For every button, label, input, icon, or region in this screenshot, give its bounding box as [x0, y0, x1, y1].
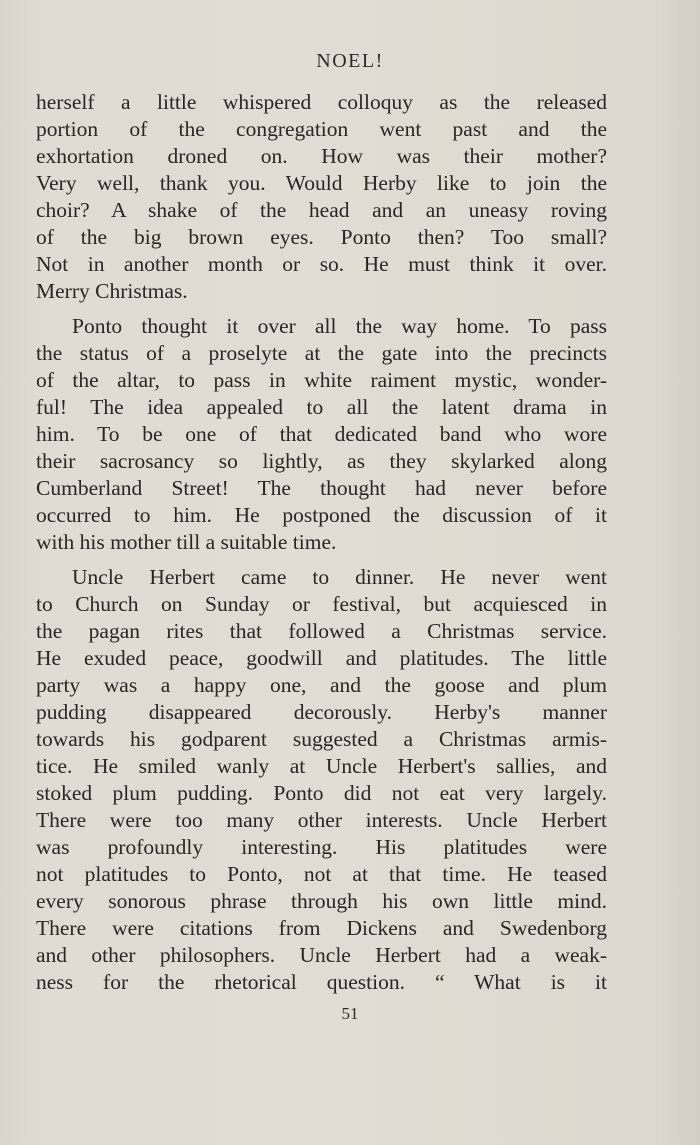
- text-line: ness for the rhetorical question. “ What is it: [36, 970, 607, 994]
- text-line: towards his godparent suggested a Christmas armis-: [36, 727, 607, 751]
- body-text: [36, 89, 607, 1004]
- text-line: their sacrosancy so lightly, as they skylarked along: [36, 449, 607, 473]
- text-line: Cumberland Street! The thought had never before: [36, 476, 607, 500]
- text-line: He exuded peace, goodwill and platitudes. The little: [36, 646, 607, 670]
- text-line: Merry Christmas.: [36, 279, 188, 303]
- text-line: portion of the congregation went past and the: [36, 117, 607, 141]
- text-line: Uncle Herbert came to dinner. He never went: [72, 565, 607, 589]
- text-line: occurred to him. He postponed the discussion of it: [36, 503, 607, 527]
- running-head: NOEL!: [316, 50, 384, 72]
- page-number: 51: [341, 1004, 359, 1023]
- text-line: Ponto thought it over all the way home. To pass: [72, 314, 607, 338]
- text-line: There were citations from Dickens and Swedenborg: [36, 916, 607, 940]
- text-line: to Church on Sunday or festival, but acquiesced in: [36, 592, 607, 616]
- text-line: choir? A shake of the head and an uneasy roving: [36, 198, 607, 222]
- text-line: and other philosophers. Uncle Herbert had a weak-: [36, 943, 607, 967]
- text-line: the pagan rites that followed a Christmas service.: [36, 619, 607, 643]
- text-line: the status of a proselyte at the gate into the precincts: [36, 341, 607, 365]
- text-line: Very well, thank you. Would Herby like to join the: [36, 171, 607, 195]
- text-line: not platitudes to Ponto, not at that time. He teased: [36, 862, 607, 886]
- text-line: ful! The idea appealed to all the latent drama in: [36, 395, 607, 419]
- text-line: pudding disappeared decorously. Herby's manner: [36, 700, 607, 724]
- text-line: party was a happy one, and the goose and plum: [36, 673, 607, 697]
- text-line: herself a little whispered colloquy as the released: [36, 90, 607, 114]
- text-line: was profoundly interesting. His platitudes were: [36, 835, 607, 859]
- text-line: every sonorous phrase through his own little mind.: [36, 889, 607, 913]
- paragraph-2: [36, 313, 607, 556]
- text-line: stoked plum pudding. Ponto did not eat very largely.: [36, 781, 607, 805]
- text-line: There were too many other interests. Uncle Herbert: [36, 808, 607, 832]
- text-line: Not in another month or so. He must think it over.: [36, 252, 607, 276]
- text-line: exhortation droned on. How was their mother?: [36, 144, 607, 168]
- text-line: tice. He smiled wanly at Uncle Herbert's sallies, and: [36, 754, 607, 778]
- text-line: of the altar, to pass in white raiment mystic, wonder-: [36, 368, 607, 392]
- text-line: of the big brown eyes. Ponto then? Too small?: [36, 225, 607, 249]
- paragraph-1: [36, 89, 607, 305]
- text-line: with his mother till a suitable time.: [36, 530, 337, 554]
- paragraph-3: [36, 564, 607, 996]
- text-line: him. To be one of that dedicated band who wore: [36, 422, 607, 446]
